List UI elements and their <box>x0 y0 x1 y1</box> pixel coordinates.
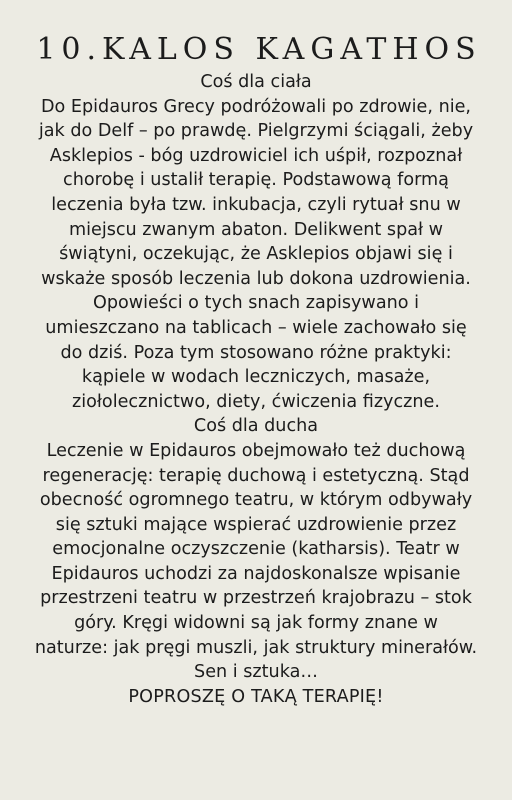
body-line: ziołolecznictwo, diety, ćwiczenia fizyczne. <box>72 391 440 412</box>
body-line: miejscu zwanym abaton. Delikwent spał w <box>68 219 444 240</box>
chapter-title: 10.KALOS KAGATHOS <box>36 32 482 67</box>
body-line: Opowieści o tych snach zapisywano i <box>92 293 420 314</box>
body-line: się sztuki mające wspierać uzdrowienie przez <box>55 514 457 535</box>
body-line: chorobę i ustalił terapię. Podstawową formą <box>63 170 449 191</box>
body-line: naturze: jak pręgi muszli, jak struktury minerałów. <box>34 637 478 658</box>
closing-line: Sen i sztuka… <box>194 662 318 683</box>
body-line: kąpiele w wodach leczniczych, masaże, <box>81 367 431 388</box>
body-line: góry. Kręgi widowni są jak formy znane w <box>74 613 438 634</box>
chapter-body <box>0 70 512 709</box>
body-line: jak do Delf – po prawdę. Pielgrzymi ściągali, żeby <box>38 121 474 142</box>
body-line: świątyni, oczekując, że Asklepios objawi się i <box>59 244 453 265</box>
body-line: Leczenie w Epidauros obejmowało też duchową <box>46 440 466 461</box>
body-line: regenerację: terapię duchową i estetyczną. Stąd <box>42 465 470 486</box>
body-line: Asklepios - bóg uzdrowiciel ich uśpił, rozpoznał <box>49 145 463 166</box>
body-line: do dziś. Poza tym stosowano różne praktyki: <box>60 342 452 363</box>
body-line: Do Epidauros Grecy podróżowali po zdrowie, nie, <box>40 96 472 117</box>
body-line: wskaże sposób leczenia lub dokona uzdrowienia. <box>41 268 471 289</box>
body-line: obecność ogromnego teatru, w którym odbywały <box>39 490 473 511</box>
closing-exclamation: POPROSZĘ O TAKĄ TERAPIĘ! <box>128 686 384 707</box>
body-line: Epidauros uchodzi za najdoskonalsze wpisanie <box>51 563 461 584</box>
section-heading-body: Coś dla ciała <box>200 72 312 92</box>
body-line: przestrzeni teatru w przestrzeń krajobrazu – stok <box>40 588 472 609</box>
body-line: emocjonalne oczyszczenie (katharsis). Teatr w <box>52 539 460 560</box>
body-line: leczenia była tzw. inkubacja, czyli rytuał snu w <box>51 194 461 215</box>
body-line: umieszczano na tablicach – wiele zachowało się <box>45 317 467 338</box>
section-heading-spirit: Coś dla ducha <box>193 416 319 437</box>
